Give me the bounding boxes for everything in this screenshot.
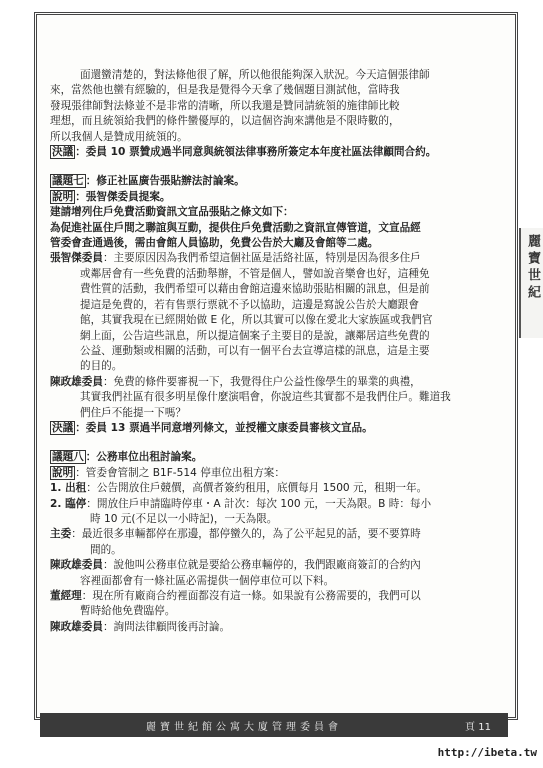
text-line: 容裡面都會有一條社區必需提供一個停車位可以下料。 [80, 574, 335, 587]
text-line: 網上面，公告這些訊息，所以提這個案子主要目的是說，讓鄰居這些免費的 [80, 329, 430, 342]
side-tab [519, 228, 543, 338]
resolution-line [50, 145, 500, 160]
topic-title: ：修正社區廣告張貼辦法討論案。 [85, 175, 245, 188]
text-line: 們住戶不能提一下嗎？ [80, 406, 186, 419]
text-line: 發現張律師對法條並不是非常的清晰，所以我還是贊同請統領的施律師比較 [50, 99, 400, 112]
topic-title: ：公務車位出租討論案。 [85, 451, 203, 464]
resolution-label: 決議 [52, 146, 74, 159]
speaker-name: 陳政雄委員 [50, 375, 103, 388]
side-tab-label: 麗寶世紀 [525, 234, 540, 302]
explanation-line [50, 190, 500, 205]
topic-heading [50, 450, 500, 465]
resolution-text: ：委員 10 票贊成過半同意與統領法律事務所簽定本年度社區法律顧問合約。 [75, 146, 437, 159]
text-line: 來，當然他也蠻有經驗的，但是我是覺得今天拿了幾個題目測試他，當時我 [50, 84, 400, 97]
list-item: 2. 臨停：開放住戶申請臨時停車・A 計次：每次 100 元，一天為限。B 時：每小 [50, 497, 432, 510]
speaker-name: 董經理 [50, 590, 82, 602]
text-line: 間的。 [90, 543, 122, 556]
explanation-label: 說明 [52, 466, 74, 479]
text-line: 所以我個人是贊成用統領的。 [50, 130, 188, 143]
speaker-line: 張智傑委員：主要原因因為我們希望這個社區是活絡社區，特別是因為很多住戶 [50, 252, 421, 265]
speaker-name: 主委 [50, 528, 72, 541]
speaker-line: 陳政雄委員：詢問法律顧問後再討論。 [50, 620, 231, 633]
explanation-text: ：張智傑委員提案。 [75, 190, 171, 203]
resolution-line [50, 421, 500, 436]
speaker-name: 陳政雄委員 [50, 559, 103, 572]
list-item: 1. 出租：公告開放住戶競價，高價者簽約租用，底價每月 1500 元，租期一年。 [50, 482, 428, 495]
text-line: 暫時給他免費臨停。 [80, 605, 176, 618]
explanation-text: ：管委會管制之 B1F-514 停車位出租方案： [75, 466, 285, 479]
text-line: 或鄰居會有一些免費的活動舉辦，不管是個人，譬如說音樂會也好，這種免 [80, 267, 430, 280]
speaker-line: 陳政雄委員：免費的條件要審視一下，我覺得住户公益性像學生的畢業的典禮， [50, 375, 421, 388]
topic-heading [50, 174, 500, 189]
text-line: 面還蠻清楚的，對法條他很了解，所以他很能夠深入狀況。今天這個張律師 [80, 69, 430, 81]
watermark: http://ibeta.tw [437, 746, 537, 759]
document-body [50, 68, 500, 635]
page-footer [40, 713, 508, 737]
text-line: 費性質的活動，我們希望可以藉由會館這邊來協助張貼相關的訊息，但是前 [80, 283, 430, 296]
text-line: 的目的。 [80, 360, 123, 373]
page-number: 頁 11 [465, 721, 491, 733]
item-label: 1. 出租 [50, 482, 87, 495]
text-line: 理想，而且統領給我們的條件蠻優厚的，以這個咨詢來講他是不限時數的， [50, 115, 400, 128]
text-line: 公益、運動類或相關的活動，可以有一個平台去宣導這樣的訊息，這是主要 [80, 344, 430, 357]
resolution-text: ：委員 13 票過半同意增列條文，並授權文康委員審核文宣品。 [75, 421, 373, 434]
speaker-name: 張智傑委員 [50, 252, 103, 265]
topic-label: 議題八 [52, 451, 84, 464]
text-line: 管委會查通過後，需由會館人員協助，免費公告於大廳及會館等二處。 [50, 237, 379, 250]
speaker-line: 主委：最近很多車輛都停在那邊，都停蠻久的，為了公平起見的話，要不要算時 [50, 528, 421, 541]
explanation-line [50, 466, 500, 481]
resolution-label: 決議 [52, 421, 74, 434]
speaker-line: 陳政雄委員：說他叫公務車位就是要給公務車輛停的，我們跟廠商簽訂的合約內 [50, 559, 421, 572]
text-line: 時 10 元(不足以一小時記)，一天為限。 [90, 512, 278, 525]
item-label: 2. 臨停 [50, 497, 87, 510]
text-line: 其實我們社區有很多明星像什麼演唱會，你說這些其實都不是我們住戶。難道我 [80, 391, 451, 404]
text-line: 提這是免費的，若有售票行票就不予以協助，這邊是寫說公告於大廳跟會 [80, 298, 419, 311]
footer-organization: 麗寶世紀館公寓大廈管理委員會 [146, 721, 342, 733]
speaker-line: 董經理：現在所有廠商合約裡面都沒有這一條。如果說有公務需要的，我們可以 [50, 590, 421, 602]
speaker-name: 陳政雄委員 [50, 620, 103, 633]
text-line: 為促進社區住戶間之聯誼與互動，提供住戶免費活動之資訊宣傳管道，文宣品經 [50, 221, 421, 234]
text-line: 建請增列住戶免費活動資訊文宣品張貼之條文如下： [50, 206, 294, 219]
text-line: 館，其實我現在已經開始做 E 化，所以其實可以像在愛北大家族區或我們官 [80, 314, 433, 327]
explanation-label: 說明 [52, 190, 74, 203]
topic-label: 議題七 [52, 175, 84, 188]
